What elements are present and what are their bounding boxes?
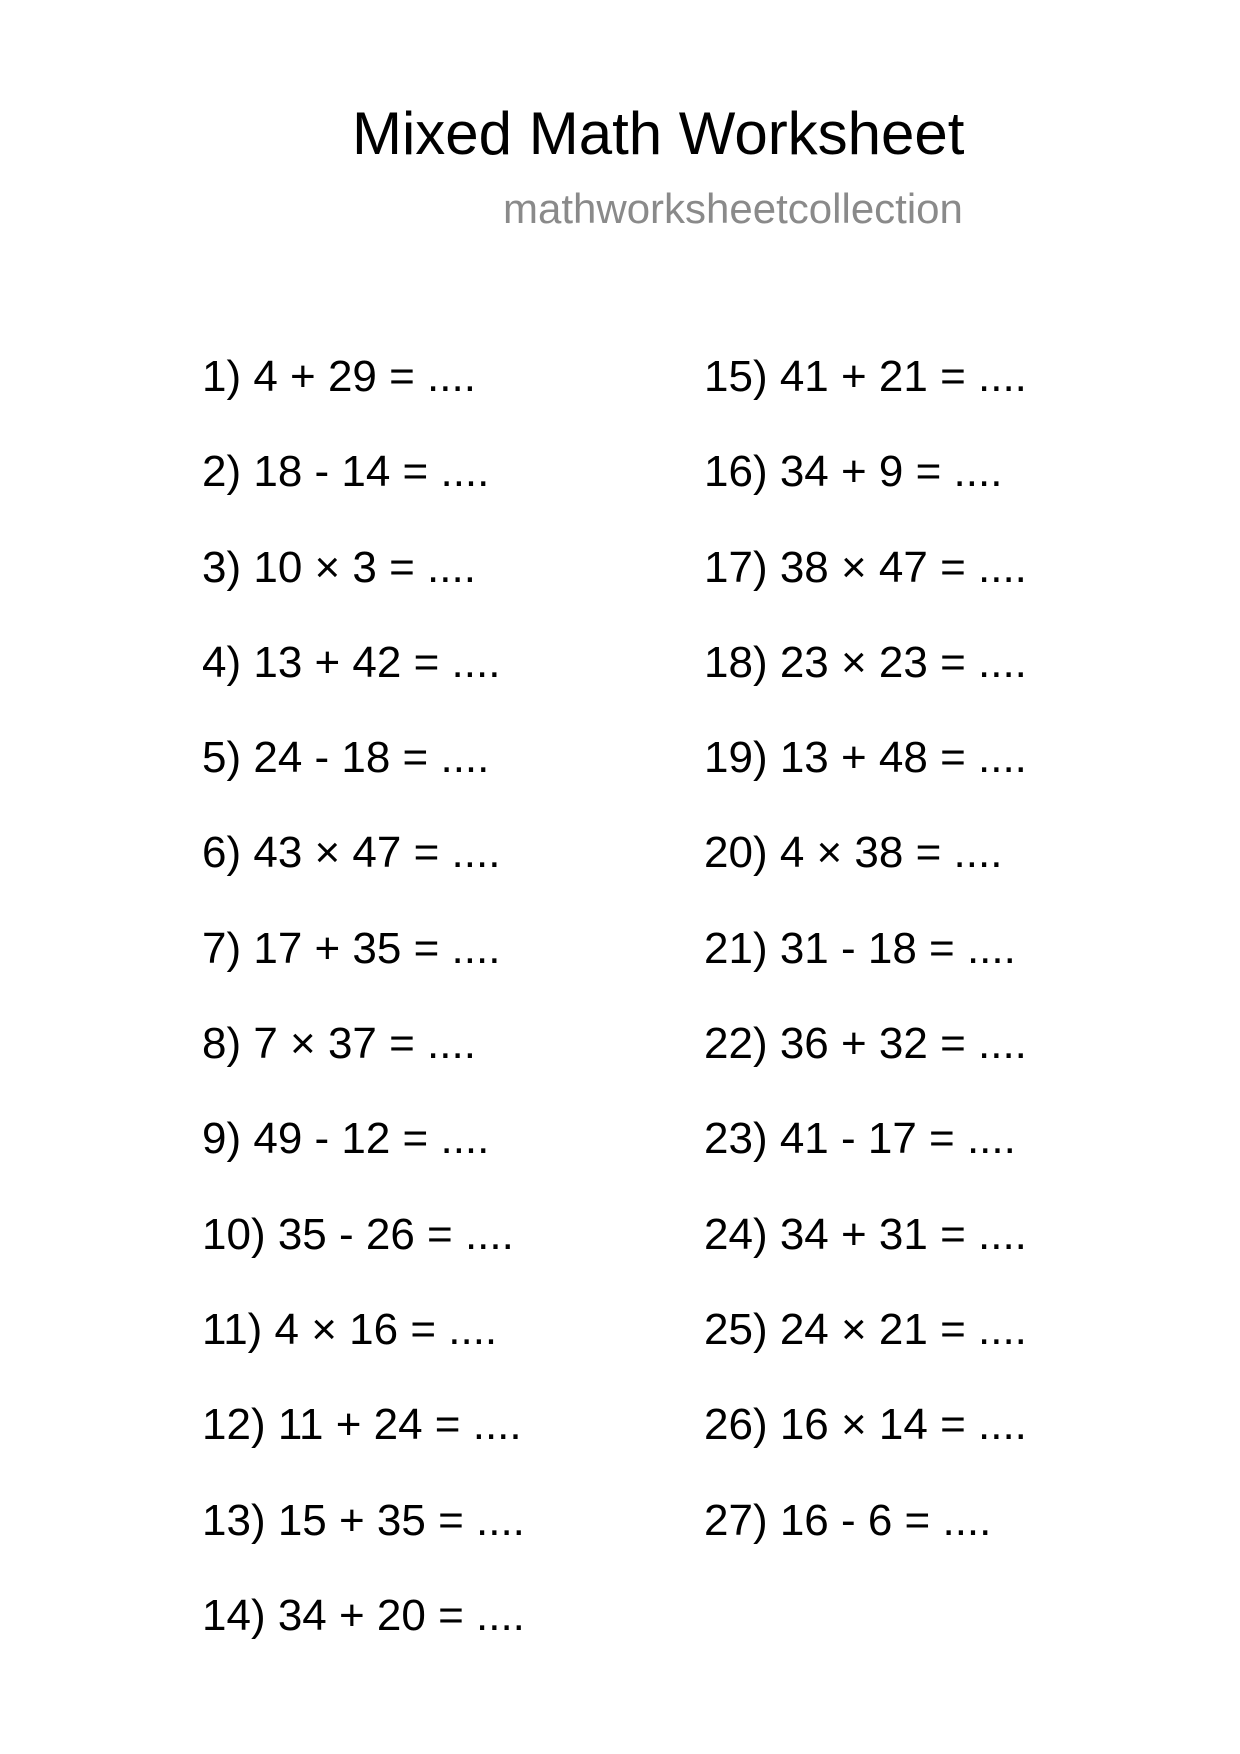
worksheet-title: Mixed Math Worksheet <box>352 100 965 167</box>
problem-item: 10) 35 - 26 = .... <box>202 1209 514 1259</box>
problem-item: 6) 43 × 47 = .... <box>202 828 501 878</box>
problem-item: 22) 36 + 32 = .... <box>704 1019 1027 1069</box>
problem-item: 3) 10 × 3 = .... <box>202 542 476 592</box>
problem-item: 7) 17 + 35 = .... <box>202 923 501 973</box>
problem-item: 15) 41 + 21 = .... <box>704 352 1027 401</box>
problem-item: 18) 23 × 23 = .... <box>704 637 1027 687</box>
problem-list-left <box>202 351 525 1685</box>
problem-item: 23) 41 - 17 = .... <box>704 1114 1016 1164</box>
problem-item: 21) 31 - 18 = .... <box>704 923 1016 973</box>
worksheet-subtitle: mathworksheetcollection <box>503 185 963 232</box>
problem-item: 2) 18 - 14 = .... <box>202 447 490 497</box>
problem-item: 27) 16 - 6 = .... <box>704 1495 992 1545</box>
problem-item: 24) 34 + 31 = .... <box>704 1209 1027 1259</box>
problem-item: 9) 49 - 12 = .... <box>202 1114 490 1164</box>
problem-item: 14) 34 + 20 = .... <box>202 1590 525 1640</box>
problem-item: 11) 4 × 16 = .... <box>202 1304 498 1354</box>
problem-item: 8) 7 × 37 = .... <box>202 1019 476 1069</box>
problem-list-right <box>704 351 1027 1590</box>
problem-item: 16) 34 + 9 = .... <box>704 447 1003 497</box>
problem-item: 4) 13 + 42 = .... <box>202 637 501 687</box>
problem-item: 13) 15 + 35 = .... <box>202 1495 525 1545</box>
problem-item: 26) 16 × 14 = .... <box>704 1400 1027 1450</box>
problem-item: 25) 24 × 21 = .... <box>704 1304 1027 1354</box>
problem-item: 1) 4 + 29 = .... <box>202 352 476 401</box>
problem-item: 19) 13 + 48 = .... <box>704 733 1027 783</box>
problem-item: 17) 38 × 47 = .... <box>704 542 1027 592</box>
problem-item: 20) 4 × 38 = .... <box>704 828 1003 878</box>
problem-item: 12) 11 + 24 = .... <box>202 1400 522 1450</box>
problem-item: 5) 24 - 18 = .... <box>202 733 490 783</box>
